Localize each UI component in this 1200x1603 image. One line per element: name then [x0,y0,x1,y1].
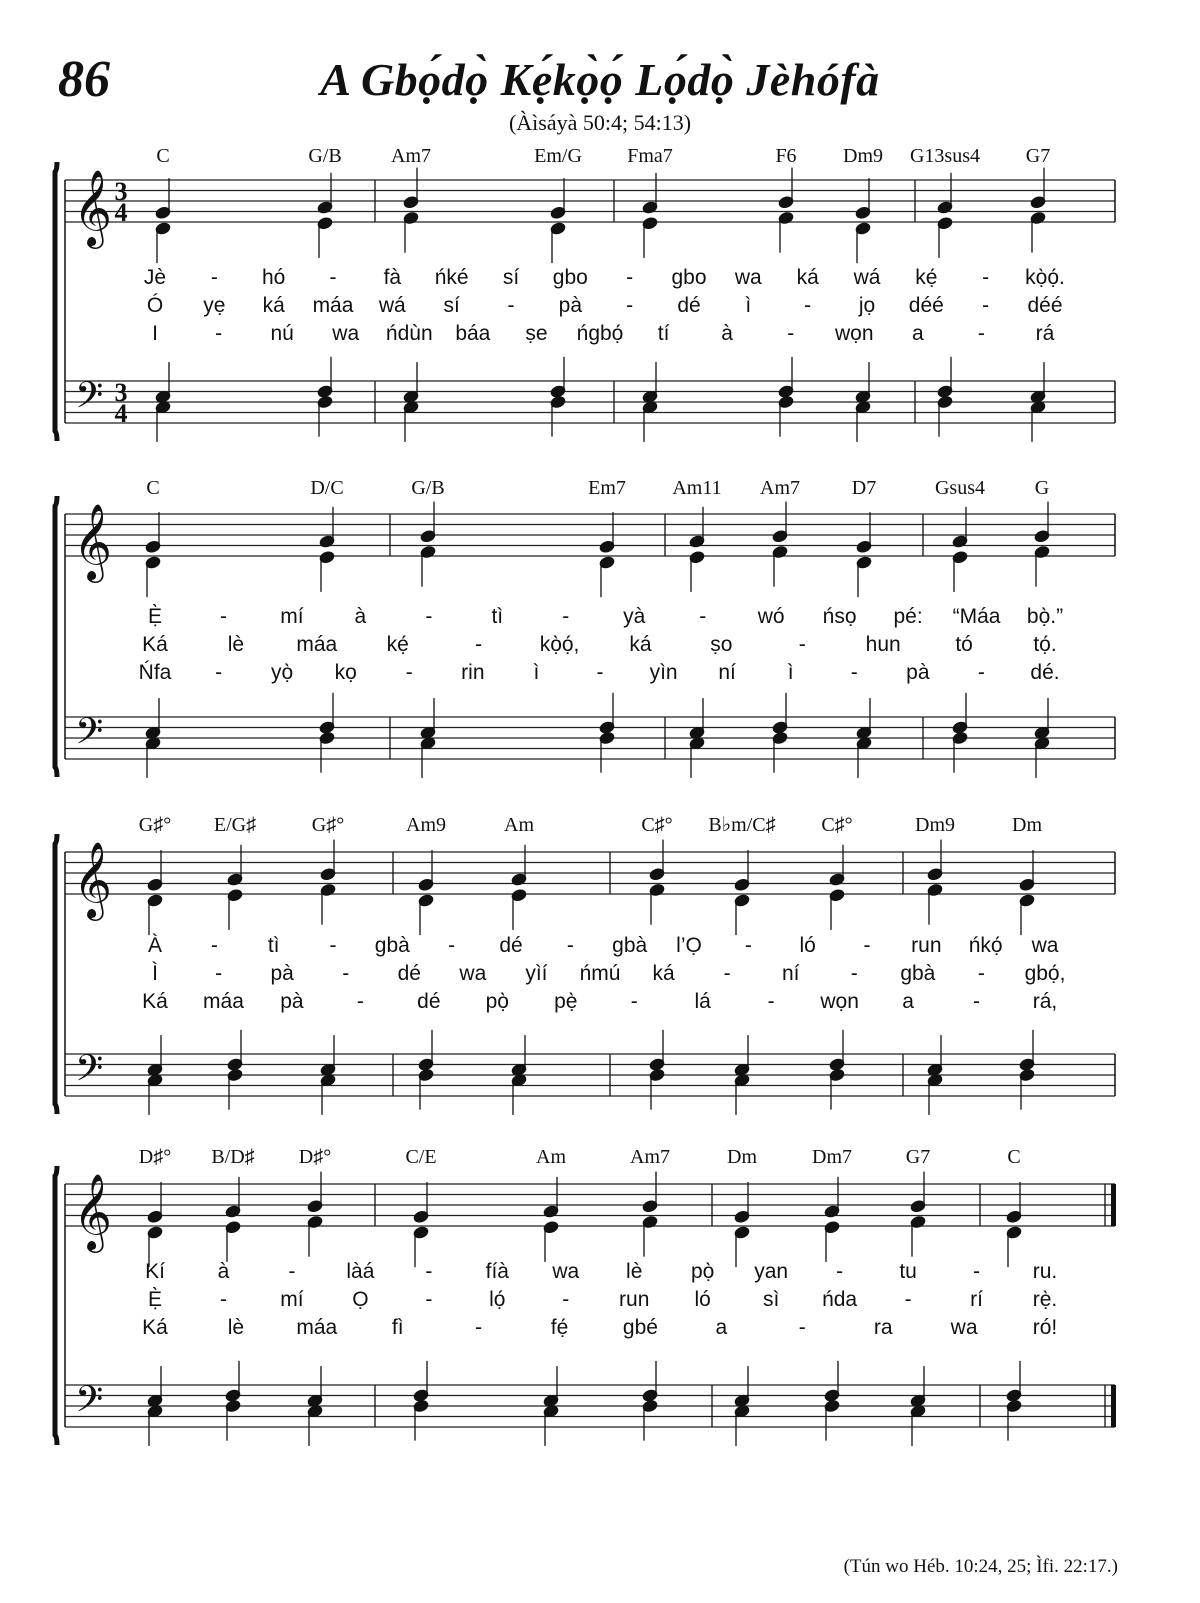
lyric-syllable: jọ [858,294,876,317]
lyric-syllable: tí [657,322,670,345]
bass-notes [155,357,1047,442]
lyric-syllable: gbé [622,1316,658,1339]
lyric-syllable: wọn [835,322,874,345]
lyric-syllable: wa [332,322,360,345]
notes [145,502,1051,598]
lyric-syllable: lè [227,1316,245,1339]
lyric-syllable: tì [267,934,280,957]
bass-staff [65,1054,1115,1096]
lyric-syllable: run [619,1288,650,1311]
lyric-syllable: sì [762,1288,780,1311]
lyric-syllable: gbà [612,934,648,957]
lyric-syllable: ì [745,294,752,317]
lyric-syllable: Ó [146,294,164,317]
hymn-number: 86 [58,51,110,108]
lyric-syllable: - [798,633,806,656]
chord-symbol: G [1034,477,1050,499]
lyric-syllable: fà [383,266,402,289]
lyric-syllable: - [744,934,752,957]
lyric-syllable: ńké [434,266,469,289]
lyric-syllable: - [626,294,634,317]
lyric-syllable: déé [1027,294,1063,317]
lyric-syllable: ní [718,661,736,684]
lyric-syllable: - [215,962,223,985]
lyric-syllable: dé [677,294,701,317]
lyric-syllable: - [475,1316,483,1339]
lyric-syllable: ró! [1032,1316,1058,1339]
lyric-syllable: fì [391,1316,404,1339]
lyric-syllable: - [767,990,775,1013]
lyric-syllable: Ì [152,962,158,985]
lyric-syllable: yà [623,605,646,628]
lyric-syllable: ká [262,294,285,317]
chord-symbol: C♯° [641,814,673,836]
chord-symbol: Fma7 [627,145,673,167]
lyric-syllable: - [973,1260,981,1283]
lyric-syllable: kọ [334,661,357,684]
treble-clef-icon: 𝄞 [73,1173,113,1250]
lyric-syllable: pé: [893,605,923,628]
lyric-syllable: ńkọ́ [968,934,1003,957]
lyric-syllable: máa [203,990,244,1013]
chord-symbol: C/E [405,1146,437,1168]
lyric-syllable: yọ̀ [271,661,294,684]
lyric-syllable: - [425,1288,433,1311]
lyric-syllable: pà [280,990,304,1013]
chord-symbol: Dm9 [843,145,883,167]
lyric-syllable: báa [455,322,491,345]
lyric-syllable: Ńfa [138,661,172,684]
lyric-syllable: a [902,990,914,1013]
lyric-syllable: - [288,1260,296,1283]
lyric-syllable: Kí [145,1260,165,1283]
lyric-syllable: “Máa [952,605,1001,628]
lyric-syllable: À [147,934,163,957]
lyric-syllable: bọ̀.” [1026,605,1064,628]
lyric-syllable: ṣe [525,322,548,345]
chord-symbol: Dm9 [915,814,955,836]
lyric-syllable: ì [533,661,540,684]
bass-notes [147,1361,1023,1446]
time-signature-bottom: 4 [114,399,128,428]
lyric-syllable: - [215,322,223,345]
system-bracket [55,496,57,777]
lyric-syllable: máa [296,633,338,656]
lyric-syllable: rin [461,661,485,684]
chord-symbol: Dm [1012,814,1042,836]
lyric-syllable: - [425,605,433,628]
lyric-syllable: rí [970,1288,983,1311]
chord-symbol: D♯° [298,1146,332,1168]
lyric-syllable: - [507,294,515,317]
lyric-syllable: déé [908,294,944,317]
chord-symbol: D/C [310,477,344,499]
lyric-syllable: à [721,322,733,345]
lyric-syllable: máa [296,1316,338,1339]
lyric-syllable: - [562,1288,570,1311]
chord-symbol: G13sus4 [909,145,981,167]
lyric-syllable: lá [694,990,711,1013]
lyric-syllable: Jè [143,266,167,289]
lyric-syllable: dé [397,962,421,985]
lyric-syllable: Ẹ̀ [147,1288,163,1311]
lyric-syllable: ká [652,962,675,985]
bass-notes [145,693,1051,778]
time-signature-bottom: 4 [114,198,128,227]
lyric-syllable: Ká [142,633,168,656]
lyric-syllable: mí [280,605,304,628]
lyric-syllable: gbo [671,266,707,289]
lyric-syllable: gbọ́, [1024,962,1066,985]
lyric-syllable: Ẹ̀ [147,605,163,628]
lyric-syllable: lè [227,633,245,656]
lyric-syllable: wa [1031,934,1059,957]
lyric-syllable: ló [799,934,816,957]
chord-symbol: G/B [308,145,342,167]
lyric-syllable: lè [626,1260,643,1283]
treble-staff [65,852,1115,894]
chord-symbol: Am [504,814,534,836]
lyric-syllable: ra [873,1316,893,1339]
lyric-syllable: - [219,605,227,628]
chord-symbol: Gsus4 [934,477,986,499]
lyric-syllable: - [982,266,990,289]
lyric-syllable: yan [754,1260,789,1283]
lyric-syllable: sí [502,266,520,289]
lyric-syllable: wa [552,1260,580,1283]
chord-symbol: B♭m/C♯ [708,814,776,836]
chord-symbol: C [1007,1146,1021,1168]
lyric-syllable: wa [950,1316,978,1339]
treble-clef-icon: 𝄞 [73,841,113,918]
lyric-syllable: run [911,934,942,957]
lyric-syllable: a [715,1316,728,1339]
lyric-syllable: tì [491,605,504,628]
time-signature-top: 3 [114,378,128,407]
bass-clef-icon: 𝄢 [75,374,104,426]
lyric-syllable: pọ̀ [691,1260,715,1283]
notes [147,840,1036,936]
lyric-syllable: tó [955,633,973,656]
lyric-syllable: ṣo [710,633,733,656]
chord-symbol: Em/G [534,145,582,167]
chord-symbol: G7 [1025,145,1051,167]
lyric-syllable: dé [417,990,441,1013]
lyric-syllable: nú [270,322,294,345]
lyric-syllable: - [836,1260,844,1283]
lyric-syllable: - [699,605,707,628]
lyric-syllable: yìn [649,661,678,684]
lyric-syllable: - [904,1288,912,1311]
lyric-syllable: Ká [142,990,168,1013]
bass-staff [65,381,1115,423]
lyric-syllable: yìí [525,962,548,985]
bass-notes [147,1030,1036,1115]
lyric-syllable: à [217,1260,230,1283]
lyric-syllable: mí [280,1288,304,1311]
treble-staff [65,1184,1115,1226]
lyric-syllable: - [630,990,638,1013]
chord-symbol: C [156,145,170,167]
lyric-syllable: l’Ọ [676,934,702,957]
lyric-syllable: ru. [1032,1260,1058,1283]
lyric-syllable: wó [757,605,785,628]
lyric-syllable: - [425,1260,433,1283]
lyric-syllable: máa [312,294,354,317]
scripture-reference: (Àìsáyà 50:4; 54:13) [508,110,692,135]
lyric-syllable: pà [270,962,294,985]
lyric-syllable: kọ̀ọ́. [1025,266,1065,289]
time-signature-top: 3 [114,177,128,206]
lyric-syllable: - [863,934,871,957]
lyric-syllable: à [354,605,367,628]
bass-clef-icon: 𝄢 [75,710,104,762]
lyric-syllable: wa [459,962,487,985]
lyric-syllable: gbà [900,962,936,985]
lyric-syllable: Ká [142,1316,168,1339]
lyric-syllable: pà [558,294,583,317]
lyric-syllable: rá, [1032,990,1058,1013]
treble-staff [65,514,1115,556]
lyric-syllable: ńgbọ́ [576,322,624,345]
system-bracket [55,834,57,1114]
chord-symbol: D♯° [138,1146,172,1168]
chord-symbol: Am7 [391,145,431,167]
lyric-syllable: rẹ̀. [1032,1288,1058,1311]
notes [155,168,1047,264]
treble-clef-icon: 𝄞 [73,503,113,580]
lyric-syllable: - [405,661,413,684]
lyric-syllable: - [977,661,985,684]
lyric-syllable: - [475,633,483,656]
lyric-syllable: wá [853,266,881,289]
lyric-syllable: ńsọ [822,605,857,628]
bass-clef-icon: 𝄢 [75,1378,104,1430]
lyric-syllable: tọ́. [1033,633,1057,656]
chord-symbol: Am [536,1146,566,1168]
lyric-syllable: wa [734,266,762,289]
chord-symbol: C♯° [821,814,853,836]
lyric-syllable: wọn [820,990,859,1013]
chord-symbol: G7 [905,1146,931,1168]
lyric-syllable: - [342,962,350,985]
lyric-syllable: - [798,1316,806,1339]
lyric-syllable: pọ̀ [485,990,509,1013]
lyric-syllable: ì [787,661,794,684]
lyric-syllable: - [787,322,795,345]
lyric-syllable: ní [781,962,800,985]
chord-symbol: B/D♯ [211,1146,255,1168]
chord-symbol: C [146,477,160,499]
lyric-syllable: làá [346,1260,375,1283]
lyric-syllable: - [804,294,812,317]
lyric-syllable: - [566,934,574,957]
lyric-syllable: - [850,962,858,985]
system-bracket [55,1166,57,1445]
lyric-syllable: - [356,990,364,1013]
chord-symbol: Dm [727,1146,757,1168]
lyric-syllable: - [215,661,223,684]
lyric-syllable: - [977,322,985,345]
lyric-syllable: - [977,962,985,985]
lyric-syllable: - [329,266,337,289]
chord-symbol: Am7 [630,1146,670,1168]
lyric-syllable: - [562,605,570,628]
lyric-syllable: yẹ [203,294,226,317]
chord-symbol: F6 [775,145,797,167]
lyric-syllable: ńmú [579,962,621,985]
lyric-syllable: I [152,322,158,345]
lyric-syllable: hó [261,266,286,289]
lyric-syllable: ká [796,266,819,289]
lyric-syllable: kẹ́ [915,266,938,289]
lyric-syllable: ńdùn [385,322,433,345]
treble-clef-icon: 𝄞 [73,169,113,246]
bass-staff [65,1385,1115,1427]
lyric-syllable: - [626,266,634,289]
lyric-syllable: - [219,1288,227,1311]
lyric-syllable: - [210,266,218,289]
chord-symbol: Em7 [588,477,626,499]
lyric-syllable: dé [499,934,523,957]
lyric-syllable: - [850,661,858,684]
lyric-syllable: kọ̀ọ́, [539,633,580,656]
lyric-syllable: ló [694,1288,711,1311]
lyric-syllable: tu [899,1260,917,1283]
lyric-syllable: - [329,934,337,957]
lyric-syllable: wá [378,294,406,317]
system-bracket [55,162,57,441]
lyric-syllable: pà [906,661,930,684]
treble-staff [65,180,1115,222]
chord-symbol: G♯° [311,814,345,836]
lyric-syllable: - [596,661,604,684]
lyric-syllable: fẹ́ [550,1316,569,1339]
lyric-syllable: - [723,962,731,985]
lyric-syllable: rá [1035,322,1055,345]
chord-symbol: Am7 [760,477,800,499]
lyric-syllable: fíà [485,1260,509,1283]
lyric-syllable: a [912,322,924,345]
lyric-syllable: Ọ [352,1288,369,1311]
lyric-syllable: dé. [1030,661,1060,684]
lyric-syllable: gbà [374,934,410,957]
lyric-syllable: kẹ́ [386,633,409,656]
lyric-syllable: - [973,990,981,1013]
chord-symbol: G/B [411,477,445,499]
chord-symbol: E/G♯ [213,814,257,836]
lyric-syllable: - [982,294,990,317]
lyric-syllable: - [448,934,456,957]
chord-symbol: D7 [851,477,877,499]
lyric-syllable: ńda [822,1288,858,1311]
bass-clef-icon: 𝄢 [75,1047,104,1099]
footnote-reference: (Tún wo Héb. 10:24, 25; Ìfi. 22:17.) [843,1556,1118,1577]
lyric-syllable: hun [865,633,901,656]
lyric-syllable: - [210,934,218,957]
chord-symbol: Am9 [406,814,446,836]
lyric-syllable: sí [443,294,460,317]
lyric-syllable: gbo [552,266,588,289]
lyric-syllable: ká [629,633,652,656]
lyric-syllable: lọ́ [489,1288,506,1311]
chord-symbol: Am11 [672,477,722,499]
hymn-title: A Gbọ́dọ̀ Kẹ́kọ̀ọ́ Lọ́dọ̀ Jèhófà [320,54,880,105]
notes [147,1172,1023,1268]
lyric-syllable: pẹ̀ [554,990,578,1013]
chord-symbol: Dm7 [812,1146,852,1168]
chord-symbol: G♯° [138,814,172,836]
